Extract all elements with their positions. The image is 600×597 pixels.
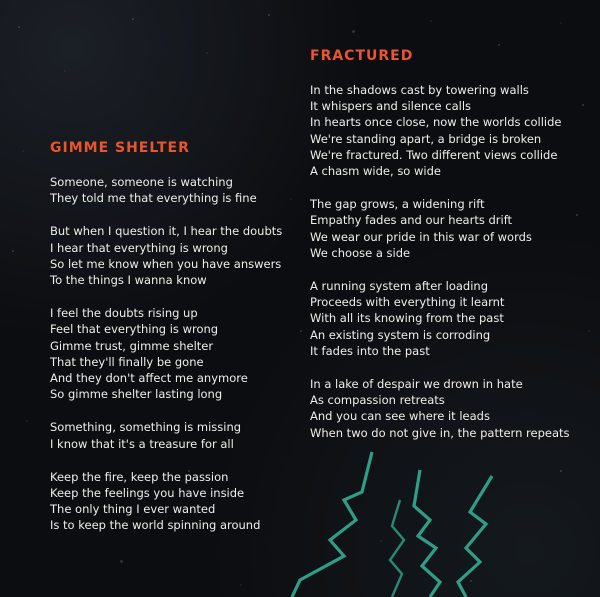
lyric-line: I hear that everything is wrong	[50, 240, 228, 255]
speckle	[206, 52, 208, 54]
speckle	[22, 150, 24, 152]
stanza	[310, 82, 560, 179]
lyric-line: I know that it's a treasure for all	[50, 436, 234, 451]
lyric-line: Proceeds with everything it learnt	[310, 295, 505, 310]
speckle	[588, 330, 590, 332]
lyric-line: To the things I wanna know	[50, 273, 207, 288]
lyric-line: We're standing apart, a bridge is broken	[310, 131, 542, 146]
speckle	[582, 104, 584, 106]
stanza	[310, 278, 560, 359]
lyrics-column-right	[310, 48, 570, 458]
speckle	[576, 214, 578, 216]
lyric-line: Is to keep the world spinning around	[50, 518, 261, 533]
stanza	[50, 469, 280, 534]
lyric-line: In the shadows cast by towering walls	[310, 83, 529, 97]
lyrics-column-left	[50, 140, 283, 551]
lyric-line: So gimme shelter lasting long	[50, 387, 223, 402]
lyric-line: In hearts once close, now the worlds collide	[310, 115, 562, 130]
speckle	[18, 26, 20, 28]
lyric-line: With all its knowing from the past	[310, 311, 504, 326]
lyric-line: Gimme trust, gimme shelter	[50, 338, 214, 353]
lyric-line: We're fractured. Two different views collide	[310, 147, 558, 162]
lyric-line: As compassion retreats	[310, 393, 445, 408]
speckle	[120, 560, 123, 563]
lyric-line: Something, something is missing	[50, 420, 242, 435]
stanza	[310, 376, 570, 441]
lyric-line: We choose a side	[310, 245, 411, 260]
speckle	[64, 70, 66, 72]
speckle	[132, 18, 134, 20]
speckle	[380, 540, 382, 542]
lyric-line: It whispers and silence calls	[310, 99, 472, 114]
lyric-line: But when I question it, I hear the doubts	[50, 224, 283, 239]
stanza	[50, 174, 280, 206]
lyric-line: When two do not give in, the pattern repeats	[310, 425, 570, 440]
lyric-line: They told me that everything is fine	[50, 191, 257, 206]
lyric-line: In a lake of despair we drown in hate	[310, 377, 523, 392]
speckle	[498, 44, 500, 46]
lyric-line: And you can see where it leads	[310, 409, 490, 424]
stanza	[310, 196, 560, 261]
speckle	[470, 580, 472, 582]
lyric-line: The only thing I ever wanted	[50, 502, 216, 517]
lyric-line: The gap grows, a widening rift	[310, 197, 485, 212]
lyric-line: Someone, someone is watching	[50, 175, 233, 189]
lyric-line: We wear our pride in this war of words	[310, 229, 532, 244]
lyric-line: So let me know when you have answers	[50, 256, 282, 271]
lyric-line: Keep the feelings you have inside	[50, 486, 245, 501]
lyric-line: It fades into the past	[310, 343, 430, 358]
stanza	[50, 419, 280, 451]
speckle	[560, 470, 562, 472]
lyric-line: That they'll finally be gone	[50, 354, 204, 369]
speckle	[352, 30, 355, 33]
speckle	[268, 14, 270, 16]
stanza	[50, 223, 283, 288]
lyric-line: A chasm wide, so wide	[310, 164, 441, 179]
lyric-line: And they don't affect me anymore	[50, 371, 248, 386]
speckle	[430, 20, 432, 22]
lyric-line: I feel the doubts rising up	[50, 306, 198, 321]
speckle	[240, 584, 242, 586]
speckle	[300, 330, 302, 332]
speckle	[290, 198, 292, 200]
lyric-line: Feel that everything is wrong	[50, 322, 219, 337]
speckle	[26, 420, 28, 422]
stanza	[50, 305, 280, 402]
speckle	[560, 22, 562, 24]
lyric-line: An existing system is corroding	[310, 327, 491, 342]
song-title-fractured: FRACTURED	[310, 48, 414, 64]
lyric-line: A running system after loading	[310, 279, 489, 294]
lyric-line: Empathy fades and our hearts drift	[310, 213, 513, 228]
lyric-line: Keep the fire, keep the passion	[50, 469, 229, 484]
speckle	[12, 250, 14, 252]
song-title-gimme-shelter: GIMME SHELTER	[50, 140, 190, 156]
